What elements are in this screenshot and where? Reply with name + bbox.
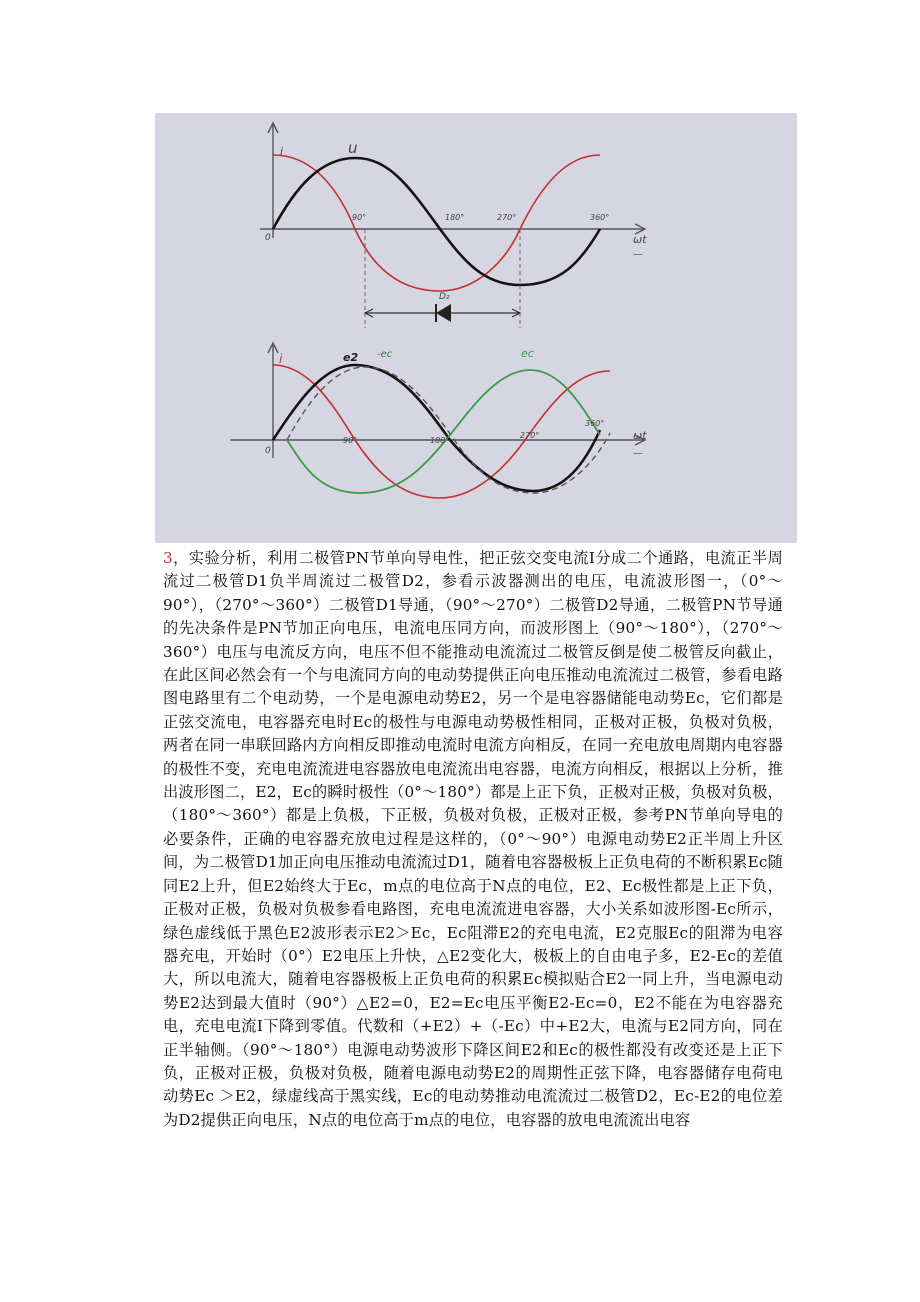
bottom-neg-ec-curve [287, 367, 610, 493]
bottom-tick-270: 270° [520, 431, 540, 440]
bottom-side-mark: — [633, 448, 643, 459]
bottom-neg-ec-label: -ec [377, 349, 393, 360]
top-i-label: i [280, 145, 284, 158]
analysis-body: ，实验分析，利用二极管PN节单向导电性，把正弦交变电流I分成二个通路，电流正半周流过二极管D1负半周流过二极管D2，参看示波器测出的电压，电流波形图一，（0°～90°），（270°～360°）二极管D1导通，（90°～270°）二极管D2导通，二极管PN节导通的先决条件是PN节加正向电压，电流电压同方向，而波形图上（90°～180°），（270°～360°）电压与电流反方向，电压不但不能推动电流流过二极管反倒是使二极管反向截止，在此区间必然会有一个与电流同方向的电动势提供正向电压推动电流流过二极管，参看电路图电路里有二个电动势，一个是电源电动势E2，另一个是电容器储能电动势Ec，它们都是正弦交流电，电容器充电时Ec的极性与电源电动势极性相同，正极对正极，负极对负极，两者在同一串联回路内方向相反即推动电流时电流方向相反，在同一充电放电周期内电容器的极性不变，充电电流流进电容器放电电流流出电容器，电流方向相反，根据以上分析，推出波形图二，E2，Ec的瞬时极性（0°～180°）都是上正下负，正极对正极，负极对负极，（180°～360°）都是上负极，下正极，负极对负极，正极对正极，参考PN节单向导电的必要条件，正确的电容器充放电过程是这样的，（0°～90°）电源电动势E2正半周上升区间，为二极管D1加正向电压推动电流流过D1，随着电容器极板上正负电荷的不断积累Ec随同E2上升，但E2始终大于Ec，m点的电位高于N点的电位，E2、Ec极性都是上正下负，正极对正极，负极对负极参看电路图，充电电流流进电容器，大小关系如波形图-Ec所示，绿色虚线低于黑色E2波形表示E2＞Ec，Ec阻滞E2的充电电流，E2克服Ec的阻滞为电容器充电，开始时（0°）E2电压上升快，△E2变化大，极板上的自由电子多，E2-Ec的差值大，所以电流大，随着电容器极板上正负电荷的积累Ec模拟贴合E2一同上升，当电源电动势E2达到最大值时（90°）△E2=0，E2=Ec电压平衡E2-Ec=0，E2不能在为电容器充电，充电电流I下降到零值。代数和（+E2）+（-Ec）中+E2大，电流与E2同方向，同在正半轴侧。（90°～180°）电源电动势波形下降区间E2和Ec的极性都没有改变还是上正下负，正极对正极，负极对负极，随着电源电动势E2的周期性正弦下降，电容器储存电荷电动势Ec ＞E2，绿虚线高于黑实线，Ec的电动势推动电流流过二极管D2，Ec-E2的电位差为D2提供正向电压，N点的电位高于m点的电位，电容器的放电电流流出电容 [163, 549, 783, 1129]
waveform-photo [155, 113, 797, 543]
bottom-current-curve [273, 365, 610, 498]
bottom-ec-label: ec [521, 347, 534, 360]
section-number: 3 [163, 549, 173, 567]
top-tick-270: 270° [497, 213, 517, 222]
bottom-tick-360: 360° [585, 419, 605, 428]
analysis-text [163, 547, 783, 1132]
bottom-e2-label: e2 [343, 351, 359, 364]
bottom-tick-180: 180° [430, 436, 450, 445]
top-tick-360: 360° [590, 213, 610, 222]
bottom-origin-label: 0 [265, 446, 271, 456]
top-waveform-plot [260, 123, 647, 328]
bottom-waveform-plot [230, 343, 647, 498]
top-tick-90: 90° [352, 213, 367, 222]
analysis-paragraph [163, 547, 783, 1132]
top-wt-label: ωt [633, 233, 647, 246]
bottom-i-label: i [279, 352, 283, 366]
diode-icon [436, 304, 451, 322]
bottom-wt-label: ωt [633, 429, 647, 442]
diode-label: D₂ [439, 292, 450, 302]
photo-background-edge [797, 113, 920, 343]
bottom-tick-90: 90° [343, 436, 358, 445]
top-u-label: u [348, 139, 358, 157]
waveform-diagrams [155, 113, 797, 543]
diode-d2-span [365, 292, 520, 322]
top-tick-180: 180° [445, 213, 465, 222]
bottom-e2-curve [273, 365, 600, 491]
top-origin-label: 0 [265, 233, 271, 243]
top-side-mark: — [633, 249, 643, 260]
